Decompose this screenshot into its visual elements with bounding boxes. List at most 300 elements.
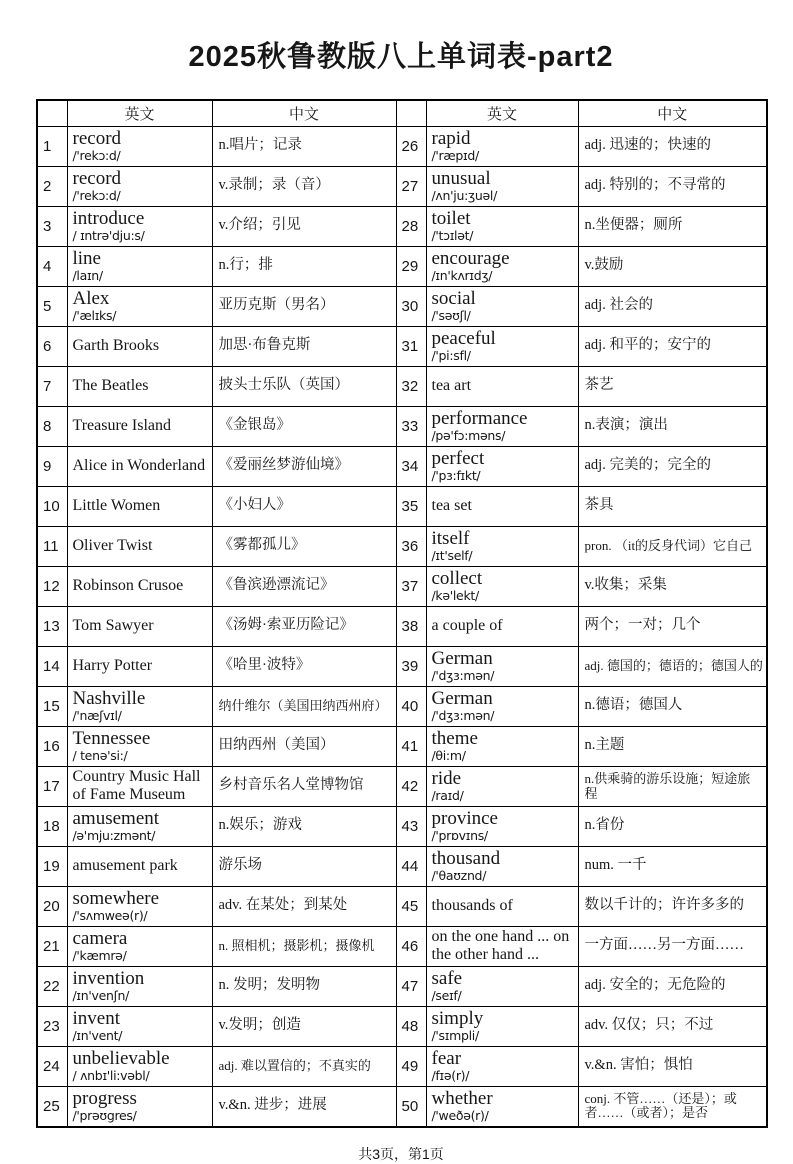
entry-meaning: n.坐便器；厕所 xyxy=(584,217,683,234)
entry-meaning: adj. 安全的；无危险的 xyxy=(584,977,726,994)
entry-english-cell xyxy=(67,1087,212,1128)
entry-english-cell xyxy=(67,567,212,607)
entry-meaning-cell xyxy=(578,607,767,647)
entry-meaning: num. 一千 xyxy=(584,857,647,874)
entry-meaning: v.鼓励 xyxy=(584,257,624,274)
entry-phonetic: /kə'lekt/ xyxy=(431,587,479,603)
entry-meaning-cell xyxy=(578,407,767,447)
col-header-blank-left xyxy=(37,100,67,127)
entry-number: 14 xyxy=(37,647,67,687)
entry-number: 11 xyxy=(37,527,67,567)
entry-english-cell xyxy=(426,847,578,887)
entry-english-cell xyxy=(67,327,212,367)
entry-meaning-cell xyxy=(212,447,396,487)
entry-number: 17 xyxy=(37,767,67,807)
entry-phonetic: / ɪntrə'dju:s/ xyxy=(72,227,145,243)
entry-meaning-cell xyxy=(578,207,767,247)
entry-word: invent xyxy=(72,1008,120,1030)
entry-number: 3 xyxy=(37,207,67,247)
entry-word: fear xyxy=(431,1048,462,1070)
entry-word: perfect xyxy=(431,448,485,470)
entry-phonetic: /laɪn/ xyxy=(72,267,103,283)
entry-word: Alex xyxy=(72,288,110,310)
entry-phonetic: /'pɜ:fɪkt/ xyxy=(431,467,481,483)
entry-meaning-cell xyxy=(212,1007,396,1047)
entry-english-cell xyxy=(67,447,212,487)
entry-phonetic: /'ræpɪd/ xyxy=(431,147,479,163)
entry-meaning-cell xyxy=(212,647,396,687)
entry-meaning-cell xyxy=(212,807,396,847)
table-row xyxy=(37,247,767,287)
entry-meaning-cell xyxy=(212,207,396,247)
entry-english-cell xyxy=(67,607,212,647)
entry-english-cell xyxy=(426,927,578,967)
entry-meaning: adj. 迅速的；快速的 xyxy=(584,137,711,154)
entry-number: 40 xyxy=(396,687,426,727)
entry-number: 23 xyxy=(37,1007,67,1047)
entry-meaning: n.行；排 xyxy=(218,257,273,274)
entry-english-cell xyxy=(426,1007,578,1047)
entry-english-cell xyxy=(67,367,212,407)
entry-english-cell xyxy=(67,767,212,807)
entry-meaning: v.发明；创造 xyxy=(218,1017,301,1034)
entry-word: somewhere xyxy=(72,888,160,910)
entry-word: amusement xyxy=(72,808,160,830)
entry-english-cell xyxy=(426,407,578,447)
entry-english-cell xyxy=(67,887,212,927)
table-row xyxy=(37,887,767,927)
entry-meaning: v.&n. 进步；进展 xyxy=(218,1097,327,1114)
entry-phonetic: /'rekɔ:d/ xyxy=(72,187,121,203)
entry-meaning: 《鲁滨逊漂流记》 xyxy=(218,577,335,594)
entry-meaning-cell xyxy=(212,247,396,287)
entry-meaning: 茶具 xyxy=(584,497,614,514)
entry-meaning: n.供乘骑的游乐设施；短途旅程 xyxy=(584,770,751,801)
entry-phonetic: /'θaʊznd/ xyxy=(431,867,487,883)
entry-meaning: 《爱丽丝梦游仙境》 xyxy=(218,457,349,474)
entry-meaning-cell xyxy=(578,567,767,607)
entry-word: record xyxy=(72,128,122,150)
entry-number: 38 xyxy=(396,607,426,647)
entry-word: simply xyxy=(431,1008,484,1030)
entry-number: 49 xyxy=(396,1047,426,1087)
entry-number: 27 xyxy=(396,167,426,207)
entry-word: on the one hand ... on the other hand ... xyxy=(431,928,570,963)
entry-word: tea set xyxy=(431,496,472,514)
entry-phonetic: /fɪə(r)/ xyxy=(431,1067,470,1083)
entry-phonetic: /'pi:sfl/ xyxy=(431,347,471,363)
entry-english-cell xyxy=(426,207,578,247)
entry-word: German xyxy=(431,648,493,670)
entry-phonetic: /'dʒɜ:mən/ xyxy=(431,667,495,683)
entry-number: 48 xyxy=(396,1007,426,1047)
entry-english-cell xyxy=(426,807,578,847)
entry-number: 31 xyxy=(396,327,426,367)
table-row xyxy=(37,927,767,967)
entry-word: Garth Brooks xyxy=(72,336,160,354)
entry-number: 30 xyxy=(396,287,426,327)
entry-number: 4 xyxy=(37,247,67,287)
entry-meaning-cell xyxy=(578,367,767,407)
entry-english-cell xyxy=(67,487,212,527)
table-row xyxy=(37,687,767,727)
entry-meaning-cell xyxy=(578,1087,767,1128)
entry-meaning-cell xyxy=(578,1047,767,1087)
entry-word: peaceful xyxy=(431,328,496,350)
table-row xyxy=(37,527,767,567)
entry-word: Treasure Island xyxy=(72,416,171,434)
entry-meaning-cell xyxy=(212,527,396,567)
entry-meaning-cell xyxy=(578,527,767,567)
entry-meaning-cell xyxy=(578,727,767,767)
entry-meaning: adv. 在某处；到某处 xyxy=(218,897,348,914)
entry-english-cell xyxy=(426,767,578,807)
table-row xyxy=(37,287,767,327)
entry-meaning-cell xyxy=(212,287,396,327)
entry-phonetic: /ɪt'self/ xyxy=(431,547,473,563)
table-row xyxy=(37,767,767,807)
entry-word: record xyxy=(72,168,122,190)
entry-word: safe xyxy=(431,968,463,990)
entry-english-cell xyxy=(426,647,578,687)
entry-word: Harry Potter xyxy=(72,656,153,674)
entry-phonetic: /ə'mju:zmənt/ xyxy=(72,827,156,843)
entry-english-cell xyxy=(67,927,212,967)
col-header-english-left: 英文 xyxy=(67,100,212,127)
entry-meaning: adj. 德国的；德语的；德国人的 xyxy=(584,658,763,674)
table-row xyxy=(37,647,767,687)
entry-word: itself xyxy=(431,528,470,550)
entry-meaning-cell xyxy=(578,887,767,927)
table-row xyxy=(37,487,767,527)
entry-meaning: 《雾都孤儿》 xyxy=(218,537,306,554)
entry-meaning-cell xyxy=(578,967,767,1007)
entry-meaning-cell xyxy=(212,407,396,447)
entry-meaning: 《金银岛》 xyxy=(218,417,291,434)
entry-meaning-cell xyxy=(578,247,767,287)
entry-meaning-cell xyxy=(212,1087,396,1128)
entry-english-cell xyxy=(426,887,578,927)
entry-number: 39 xyxy=(396,647,426,687)
entry-english-cell xyxy=(426,327,578,367)
entry-english-cell xyxy=(67,527,212,567)
entry-meaning: 数以千计的；许许多多的 xyxy=(584,897,744,914)
entry-meaning: adj. 完美的；完全的 xyxy=(584,457,711,474)
entry-meaning: v.收集；采集 xyxy=(584,577,667,594)
entry-meaning: 纳什维尔（美国田纳西州府） xyxy=(218,698,388,714)
entry-meaning-cell xyxy=(212,367,396,407)
entry-word: encourage xyxy=(431,248,510,270)
entry-number: 29 xyxy=(396,247,426,287)
table-row xyxy=(37,847,767,887)
table-row xyxy=(37,567,767,607)
table-row xyxy=(37,967,767,1007)
entry-word: tea art xyxy=(431,376,472,394)
table-row xyxy=(37,207,767,247)
entry-number: 41 xyxy=(396,727,426,767)
entry-meaning-cell xyxy=(212,927,396,967)
entry-meaning-cell xyxy=(578,927,767,967)
entry-english-cell xyxy=(426,487,578,527)
entry-meaning-cell xyxy=(578,847,767,887)
entry-number: 25 xyxy=(37,1087,67,1128)
entry-english-cell xyxy=(426,127,578,167)
entry-meaning-cell xyxy=(212,487,396,527)
entry-english-cell xyxy=(67,647,212,687)
entry-number: 46 xyxy=(396,927,426,967)
entry-word: German xyxy=(431,688,493,710)
entry-meaning: 亚历克斯（男名） xyxy=(218,297,335,314)
entry-number: 13 xyxy=(37,607,67,647)
entry-number: 16 xyxy=(37,727,67,767)
entry-meaning-cell xyxy=(212,767,396,807)
entry-word: Alice in Wonderland xyxy=(72,457,206,475)
entry-meaning: 披头士乐队（英国） xyxy=(218,377,349,394)
entry-meaning: adv. 仅仅；只；不过 xyxy=(584,1017,714,1034)
entry-number: 44 xyxy=(396,847,426,887)
entry-english-cell xyxy=(426,687,578,727)
entry-phonetic: / tenə'si:/ xyxy=(72,747,128,763)
entry-phonetic: / ʌnbɪ'li:vəbl/ xyxy=(72,1067,150,1083)
entry-number: 42 xyxy=(396,767,426,807)
entry-meaning: n.省份 xyxy=(584,817,625,834)
entry-meaning: pron. （it的反身代词）它自己 xyxy=(584,538,753,554)
entry-number: 22 xyxy=(37,967,67,1007)
entry-meaning-cell xyxy=(578,687,767,727)
entry-meaning: 两个；一对；几个 xyxy=(584,617,701,634)
entry-number: 50 xyxy=(396,1087,426,1128)
col-header-english-right: 英文 xyxy=(426,100,578,127)
entry-number: 28 xyxy=(396,207,426,247)
entry-word: thousand xyxy=(431,848,501,870)
entry-meaning: n.德语；德国人 xyxy=(584,697,683,714)
entry-number: 18 xyxy=(37,807,67,847)
entry-meaning-cell xyxy=(578,327,767,367)
entry-meaning-cell xyxy=(212,847,396,887)
entry-meaning: v.&n. 害怕；惧怕 xyxy=(584,1057,693,1074)
entry-number: 33 xyxy=(396,407,426,447)
table-row xyxy=(37,407,767,447)
entry-number: 12 xyxy=(37,567,67,607)
table-row xyxy=(37,1047,767,1087)
col-header-blank-right xyxy=(396,100,426,127)
entry-phonetic: /'weðə(r)/ xyxy=(431,1107,489,1123)
entry-word: province xyxy=(431,808,498,830)
entry-number: 2 xyxy=(37,167,67,207)
entry-number: 47 xyxy=(396,967,426,1007)
entry-phonetic: /ʌn'ju:ʒuəl/ xyxy=(431,187,497,203)
vocab-table-body xyxy=(37,127,767,1128)
entry-number: 26 xyxy=(396,127,426,167)
entry-word: rapid xyxy=(431,128,471,150)
entry-english-cell xyxy=(426,1087,578,1128)
entry-number: 32 xyxy=(396,367,426,407)
entry-number: 24 xyxy=(37,1047,67,1087)
entry-phonetic: /'tɔɪlət/ xyxy=(431,227,474,243)
entry-meaning: n.娱乐；游戏 xyxy=(218,817,302,834)
entry-number: 10 xyxy=(37,487,67,527)
entry-meaning-cell xyxy=(212,567,396,607)
entry-meaning-cell xyxy=(212,607,396,647)
entry-english-cell xyxy=(426,567,578,607)
entry-phonetic: /'næʃvɪl/ xyxy=(72,707,122,723)
entry-meaning-cell xyxy=(578,127,767,167)
entry-number: 1 xyxy=(37,127,67,167)
entry-meaning-cell xyxy=(212,967,396,1007)
entry-phonetic: /seɪf/ xyxy=(431,987,462,1003)
entry-english-cell xyxy=(67,287,212,327)
entry-meaning: v.录制；录（音） xyxy=(218,177,330,194)
entry-meaning-cell xyxy=(212,727,396,767)
table-row xyxy=(37,727,767,767)
entry-meaning-cell xyxy=(212,687,396,727)
entry-meaning-cell xyxy=(212,1047,396,1087)
entry-word: Tennessee xyxy=(72,728,151,750)
entry-phonetic: /'sʌmweə(r)/ xyxy=(72,907,148,923)
entry-number: 8 xyxy=(37,407,67,447)
header-row xyxy=(37,100,767,127)
entry-word: Robinson Crusoe xyxy=(72,576,184,594)
entry-word: Nashville xyxy=(72,688,146,710)
entry-meaning: 游乐场 xyxy=(218,857,262,874)
entry-meaning: 《汤姆·索亚历险记》 xyxy=(218,617,354,634)
entry-phonetic: /'prəʊgres/ xyxy=(72,1107,137,1123)
entry-word: toilet xyxy=(431,208,471,230)
entry-meaning-cell xyxy=(578,287,767,327)
entry-meaning: 茶艺 xyxy=(584,377,614,394)
entry-word: whether xyxy=(431,1088,493,1110)
entry-meaning: adj. 社会的 xyxy=(584,297,653,314)
entry-number: 36 xyxy=(396,527,426,567)
entry-meaning: n. 照相机；摄影机；摄像机 xyxy=(218,938,375,954)
table-row xyxy=(37,447,767,487)
entry-english-cell xyxy=(67,207,212,247)
entry-word: progress xyxy=(72,1088,137,1110)
entry-english-cell xyxy=(426,967,578,1007)
entry-english-cell xyxy=(67,847,212,887)
entry-meaning: 一方面……另一方面…… xyxy=(584,937,744,954)
entry-english-cell xyxy=(426,287,578,327)
entry-word: ride xyxy=(431,768,462,790)
entry-meaning-cell xyxy=(578,447,767,487)
entry-english-cell xyxy=(67,967,212,1007)
entry-meaning: 田纳西州（美国） xyxy=(218,737,335,754)
entry-meaning: 加思·布鲁克斯 xyxy=(218,337,311,354)
entry-english-cell xyxy=(67,167,212,207)
entry-word: The Beatles xyxy=(72,376,149,394)
entry-english-cell xyxy=(67,807,212,847)
entry-english-cell xyxy=(426,447,578,487)
entry-meaning: adj. 特别的；不寻常的 xyxy=(584,177,726,194)
entry-meaning: n.主题 xyxy=(584,737,625,754)
entry-english-cell xyxy=(426,1047,578,1087)
entry-word: unbelievable xyxy=(72,1048,170,1070)
entry-meaning-cell xyxy=(578,767,767,807)
entry-word: invention xyxy=(72,968,145,990)
entry-english-cell xyxy=(67,247,212,287)
entry-english-cell xyxy=(426,727,578,767)
entry-phonetic: /'prɒvɪns/ xyxy=(431,827,488,843)
entry-number: 35 xyxy=(396,487,426,527)
entry-meaning-cell xyxy=(578,807,767,847)
entry-english-cell xyxy=(67,687,212,727)
entry-number: 5 xyxy=(37,287,67,327)
table-row xyxy=(37,1087,767,1128)
entry-phonetic: /'sɪmpli/ xyxy=(431,1027,479,1043)
entry-english-cell xyxy=(67,127,212,167)
page-title: 2025秋鲁教版八上单词表-part2 xyxy=(188,41,614,73)
entry-word: line xyxy=(72,248,101,270)
entry-english-cell xyxy=(67,407,212,447)
entry-phonetic: /raɪd/ xyxy=(431,787,464,803)
entry-meaning: adj. 难以置信的；不真实的 xyxy=(218,1058,371,1074)
entry-meaning: conj. 不管……（还是）；或者……（或者）；是否 xyxy=(584,1091,737,1120)
entry-word: performance xyxy=(431,408,528,430)
entry-meaning: n.唱片；记录 xyxy=(218,137,302,154)
entry-meaning-cell xyxy=(578,647,767,687)
entry-number: 6 xyxy=(37,327,67,367)
entry-number: 21 xyxy=(37,927,67,967)
vocab-table xyxy=(36,99,768,1128)
entry-meaning: n.表演；演出 xyxy=(584,417,668,434)
table-row xyxy=(37,807,767,847)
entry-english-cell xyxy=(67,1007,212,1047)
entry-meaning-cell xyxy=(578,167,767,207)
entry-word: a couple of xyxy=(431,616,503,634)
entry-word: social xyxy=(431,288,476,310)
entry-english-cell xyxy=(67,727,212,767)
entry-number: 20 xyxy=(37,887,67,927)
entry-english-cell xyxy=(426,167,578,207)
table-row xyxy=(37,607,767,647)
entry-word: Oliver Twist xyxy=(72,536,153,554)
entry-phonetic: /'rekɔ:d/ xyxy=(72,147,121,163)
entry-word: amusement park xyxy=(72,856,178,874)
entry-number: 45 xyxy=(396,887,426,927)
entry-word: camera xyxy=(72,928,128,950)
col-header-chinese-left: 中文 xyxy=(212,100,396,127)
entry-word: Tom Sawyer xyxy=(72,616,154,634)
entry-english-cell xyxy=(426,367,578,407)
entry-word: theme xyxy=(431,728,478,750)
entry-word: Country Music Hall of Fame Museum xyxy=(72,768,201,803)
entry-meaning-cell xyxy=(578,487,767,527)
entry-meaning: 《哈里·波特》 xyxy=(218,657,311,674)
entry-word: collect xyxy=(431,568,483,590)
entry-number: 37 xyxy=(396,567,426,607)
entry-phonetic: /'səʊʃl/ xyxy=(431,307,471,323)
entry-phonetic: /ɪn'venʃn/ xyxy=(72,987,130,1003)
table-row xyxy=(37,367,767,407)
entry-english-cell xyxy=(426,607,578,647)
entry-phonetic: /pə'fɔ:məns/ xyxy=(431,427,506,443)
entry-number: 43 xyxy=(396,807,426,847)
entry-number: 34 xyxy=(396,447,426,487)
entry-word: Little Women xyxy=(72,496,161,514)
table-row xyxy=(37,1007,767,1047)
entry-meaning: v.介绍；引见 xyxy=(218,217,301,234)
entry-word: introduce xyxy=(72,208,145,230)
entry-meaning: n. 发明；发明物 xyxy=(218,977,320,994)
table-row xyxy=(37,327,767,367)
entry-phonetic: /ɪn'kʌrɪdʒ/ xyxy=(431,267,493,283)
entry-word: thousands of xyxy=(431,896,513,914)
table-row xyxy=(37,167,767,207)
entry-meaning-cell xyxy=(212,887,396,927)
entry-english-cell xyxy=(426,247,578,287)
entry-number: 15 xyxy=(37,687,67,727)
entry-meaning-cell xyxy=(212,327,396,367)
